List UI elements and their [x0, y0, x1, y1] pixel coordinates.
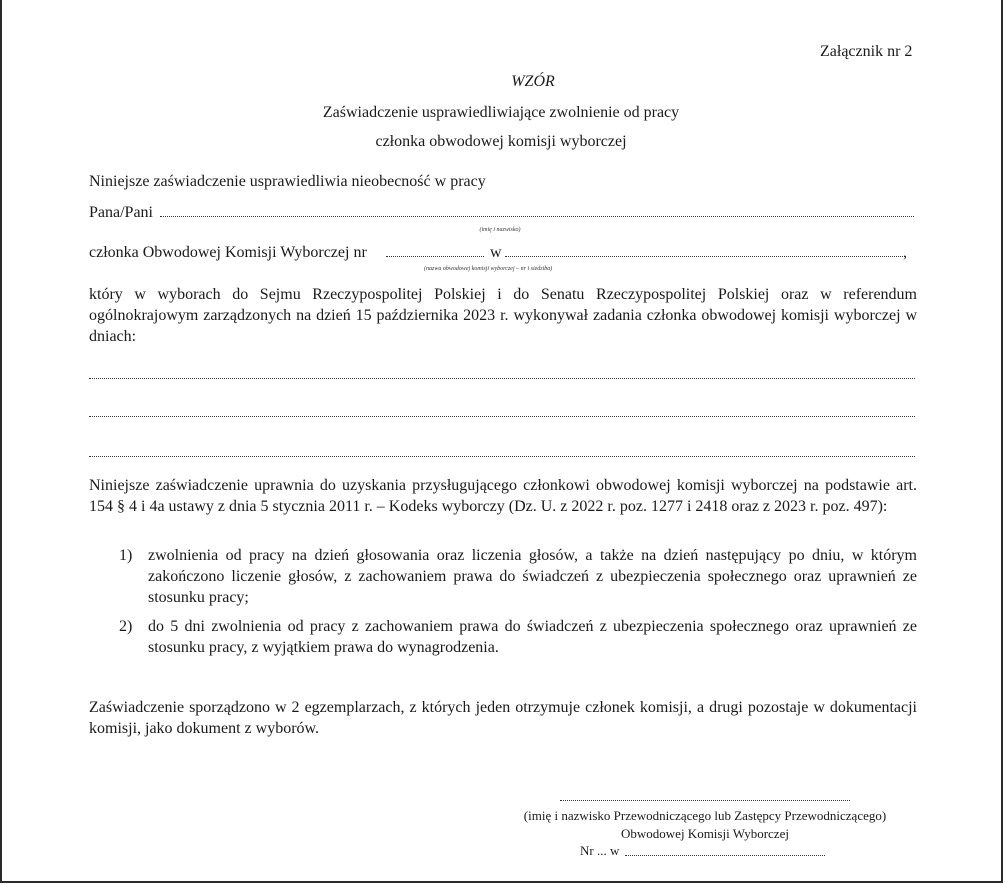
- attachment-label: Załącznik nr 2: [820, 43, 913, 60]
- intro-text: Niniejsze zaświadczenie usprawiedliwia nieobecność w pracy: [89, 173, 486, 190]
- commission-in-label: w: [490, 244, 502, 261]
- signature-number-dotted-line: [625, 855, 825, 856]
- commission-trailing-comma: ,: [903, 244, 907, 261]
- signature-number-caption: Nr ... w: [580, 843, 620, 858]
- list-item-1-number: 1): [119, 547, 133, 564]
- list-item-2-text: do 5 dni zwolnienia od pracy z zachowaniem prawa do świadczeń z ubezpieczenia społecznego oraz uprawnień ze stosunku pracy, z wyjątkiem prawa do wynagrodzenia.: [148, 618, 917, 656]
- template-label: WZÓR: [511, 73, 555, 90]
- body-paragraph: który w wyborach do Sejmu Rzeczypospolitej Polskiej i do Senatu Rzeczypospolitej Polskiej oraz w referendum ogólnokrajowym zarządzonych na dzień 15 października 2023 r. wykonywał zadania członka obwodowej komisji wyborczej w dniach:: [89, 286, 917, 345]
- commission-number-dotted-line: [386, 256, 484, 257]
- list-item-1-text: zwolnienia od pracy na dzień głosowania oraz liczenia głosów, a także na dzień następujący po dniu, w którym zakończono liczenie głosów, z zachowaniem prawa do świadczeń z ubezpieczenia społecznego oraz uprawnień ze stosunku pracy;: [148, 547, 917, 606]
- signature-name-caption: (imię i nazwisko Przewodniczącego lub Zastępcy Przewodniczącego): [523, 808, 887, 823]
- name-field-hint: (imię i nazwisko): [479, 227, 521, 233]
- signature-commission-caption: Obwodowej Komisji Wyborczej: [621, 826, 789, 841]
- list-item-2-number: 2): [119, 618, 133, 635]
- closing-paragraph: Zaświadczenie sporządzono w 2 egzemplarzach, z których jeden otrzymuje członek komisji, a drugi pozostaje w dokumentacji komisji, jako dokument z wyborów.: [89, 699, 917, 737]
- dates-dotted-line-3: [89, 456, 915, 457]
- document-title-line2: członka obwodowej komisji wyborczej: [375, 133, 627, 150]
- dates-dotted-line-1: [89, 378, 915, 379]
- signature-dotted-line: [560, 800, 850, 801]
- dates-dotted-line-2: [89, 416, 915, 417]
- document-title-line1: Zaświadczenie usprawiedliwiające zwolnienie od pracy: [322, 104, 680, 121]
- name-field-dotted-line: [160, 216, 914, 217]
- commission-field-label: członka Obwodowej Komisji Wyborczej nr: [89, 244, 367, 261]
- commission-field-hint: (nazwa obwodowej komisji wyborczej – nr i siedziba): [424, 266, 553, 272]
- commission-location-dotted-line: [505, 256, 903, 257]
- name-field-label: Pana/Pani: [89, 204, 153, 221]
- entitlement-paragraph: Niniejsze zaświadczenie uprawnia do uzyskania przysługującego członkowi obwodowej komisji wyborczej na podstawie art. 154 § 4 i 4a ustawy z dnia 5 stycznia 2011 r. – Kodeks wyborczy (Dz. U. z 2022 r. poz. 1277 i 2418 oraz z 2023 r. poz. 497):: [89, 477, 917, 515]
